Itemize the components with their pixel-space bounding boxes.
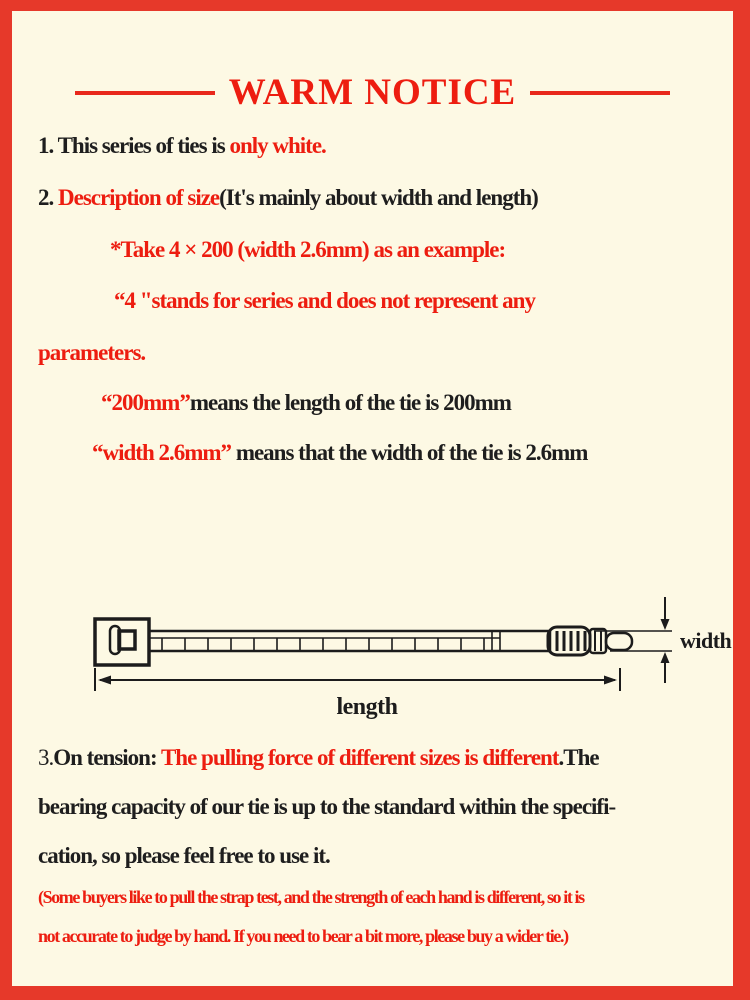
width-meaning-line [92, 439, 587, 467]
footnote-line1: (Some buyers like to pull the strap test, and the strength of each hand is different, so it is [38, 887, 584, 907]
notice-item-2 [38, 184, 538, 212]
title-row [12, 71, 733, 114]
title-right-dash [530, 91, 670, 95]
width-arrow-down-head [661, 619, 670, 630]
tie-tip [606, 633, 632, 650]
notice-item-3-line2: bearing capacity of our tie is up to the standard within the specifi- [38, 794, 616, 819]
item2-number: 2. [38, 185, 58, 210]
item2-highlight: Description of size [58, 185, 220, 210]
tie-serration-ribs [557, 631, 585, 651]
tie-step-ribs [595, 631, 601, 651]
example-line1: “4 "stands for series and does not represent any [114, 288, 535, 313]
item3-after: .The [558, 745, 599, 770]
width-arrow-up-head [661, 652, 670, 663]
tie-head [95, 619, 149, 665]
notice-item-1 [38, 132, 326, 160]
length-meaning-line [101, 389, 511, 417]
page-title: WARM NOTICE [228, 72, 517, 113]
item3-highlight: The pulling force of different sizes is different [160, 745, 559, 770]
example-line2: parameters. [38, 340, 146, 365]
length-label: length [336, 694, 398, 720]
tie-step [590, 629, 606, 653]
notice-sheet [12, 11, 733, 986]
item2-text: (It's mainly about width and length) [219, 185, 538, 210]
title-left-dash [75, 91, 215, 95]
length-highlight: “200mm” [101, 390, 190, 415]
item1-highlight: only white. [229, 133, 326, 158]
cable-tie-diagram [62, 581, 742, 726]
footnote-line2: not accurate to judge by hand. If you need to bear a bit more, please buy a wider tie.) [38, 926, 568, 946]
item3-label: On tension: [53, 745, 161, 770]
example-intro: *Take 4 × 200 (width 2.6mm) as an example: [110, 237, 506, 262]
tie-strap-ribs [162, 631, 500, 651]
item3-number: 3. [38, 745, 54, 770]
notice-item-3-line3: cation, so please feel free to use it. [38, 843, 330, 868]
length-arrow-right-head [604, 676, 617, 685]
width-label: width [680, 628, 732, 653]
length-text: means the length of the tie is 200mm [189, 390, 511, 415]
tie-head-slot-inner [119, 631, 135, 649]
notice-item-3 [38, 744, 599, 772]
length-arrow-left-head [98, 676, 111, 685]
width-highlight: “width 2.6mm” [92, 440, 232, 465]
item1-text: 1. This series of ties is [38, 133, 230, 158]
tie-strap [149, 631, 550, 651]
width-text: means that the width of the tie is 2.6mm [231, 440, 588, 465]
